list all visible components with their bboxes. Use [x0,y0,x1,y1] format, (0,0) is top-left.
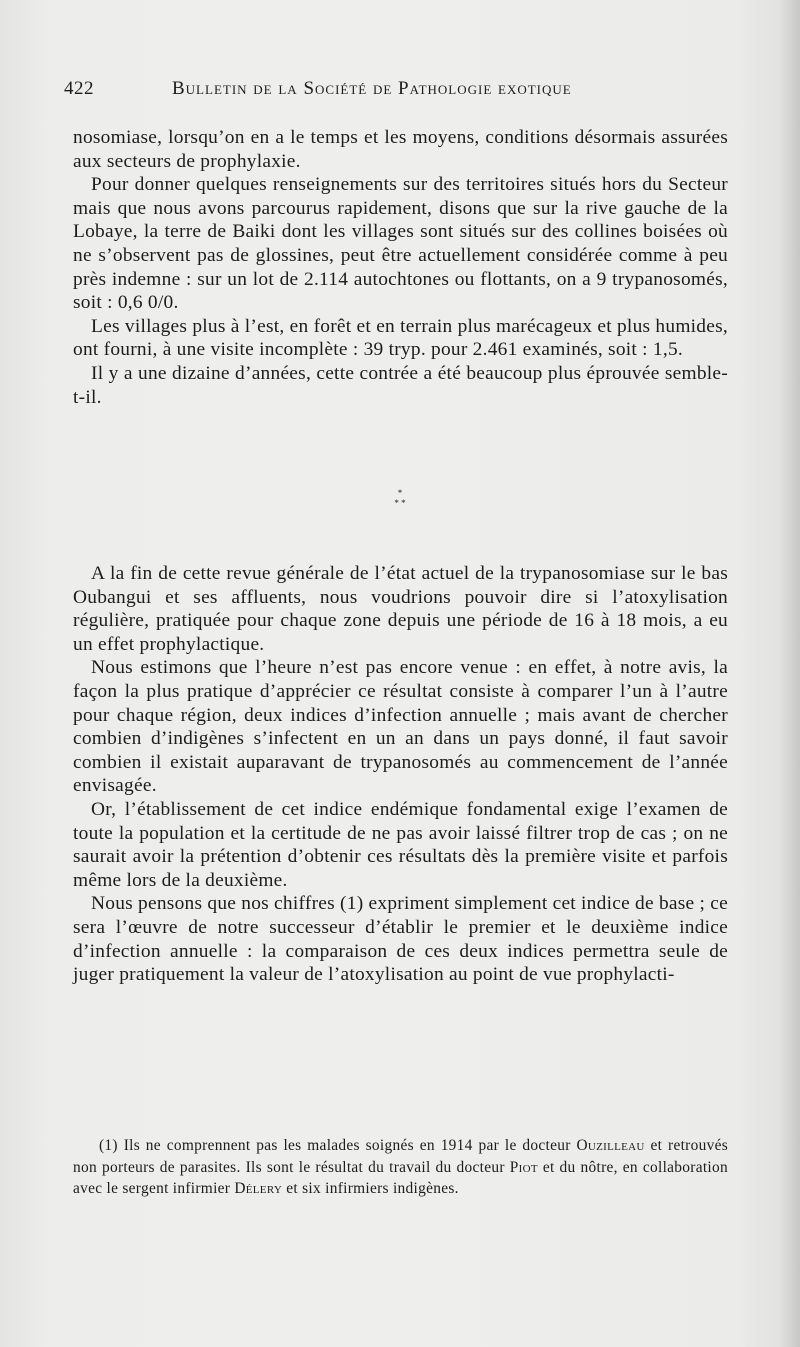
author-name: Délery [234,1180,283,1197]
section-separator [380,488,420,518]
paragraph: A la fin de cette revue générale de l’état actuel de la trypanosomiase sur le bas Oubangui et ses affluents, nous voudrions pouvoir dire si l’atoxylisation régulière, pratiquée pour chaque zone depuis une période de 16 à 18 mois, a eu un effet prophylactique. [73,563,728,655]
footnote-segment: Ils ne comprennent pas les malades soignés en 1914 par le docteur [123,1137,577,1154]
paragraph: Pour donner quelques renseignements sur des territoires situés hors du Secteur mais que nous avons parcourus rapidement, disons que sur la rive gauche de la Lobaye, la terre de Baiki dont les villages sont situés sur des collines boisées où ne s’observent pas de glossines, peut être actuellement considérée comme à peu près indemne : sur un lot de 2.114 autochtones ou flottants, on a 9 trypanosomés, soit : 0,6 0/0. [73,174,728,314]
separator-top-star: * [397,488,403,498]
page-number: 422 [64,78,94,99]
running-header [64,78,724,108]
paragraph: Or, l’établissement de cet indice endémique fondamental exige l’examen de toute la population et la certitude de ne pas avoir laissé filtrer trop de cas ; on ne saurait avoir la prétention d’obtenir ces résultats dès la première visite et parfois même lors de la deuxième. [73,798,728,891]
body-section-2 [73,562,728,987]
page-edge-shadow [778,0,800,1347]
footnote-segment: et du nôtre, en collaboration avec le sergent infirmier [73,1158,728,1197]
paragraph: Nous estimons que l’heure n’est pas encore venue : en effet, à notre avis, la façon la plus pratique d’apprécier ce résultat consiste à comparer l’un à l’autre pour chaque région, deux indices d’infection annuelle ; mais avant de chercher combien d’indigènes s’infectent en un an dans un pays donné, il faut savoir combien il existait auparavant de trypanosomés au commencement de l’année envisagée. [73,657,728,797]
footnote-segment: et six infirmiers indigènes. [282,1180,459,1197]
paragraph: nosomiase, lorsqu’on en a le temps et les moyens, conditions désormais assurées aux secteurs de prophylaxie. [73,127,728,172]
body-section-1 [73,126,728,409]
footnote-text [73,1135,728,1200]
journal-title: Bulletin de la Société de Pathologie exotique [172,78,572,99]
author-name: Piot [509,1158,538,1176]
author-name: Ouzilleau [576,1137,645,1154]
separator-bottom-stars: * * [394,498,406,508]
footnote-segment: et retrouvés non porteurs de parasites. Ils sont le résultat du travail du docteur [73,1137,728,1176]
paragraph: Nous pensons que nos chiffres (1) expriment simplement cet indice de base ; ce sera l’œuvre de notre successeur d’établir le premier et le deuxième indice d’infection annuelle : la comparaison de ces deux indices permettra seule de juger pratiquement la valeur de l’atoxylisation au point de vue prophylacti- [73,893,728,986]
paragraph: Les villages plus à l’est, en forêt et en terrain plus marécageux et plus humides, ont fourni, à une visite incomplète : 39 tryp. pour 2.461 examinés, soit : 1,5. [73,315,728,361]
footnote [73,1135,728,1200]
paragraph: Il y a une dizaine d’années, cette contrée a été beaucoup plus éprouvée semble-t-il. [73,362,728,408]
footnote-marker: (1) [99,1137,118,1154]
